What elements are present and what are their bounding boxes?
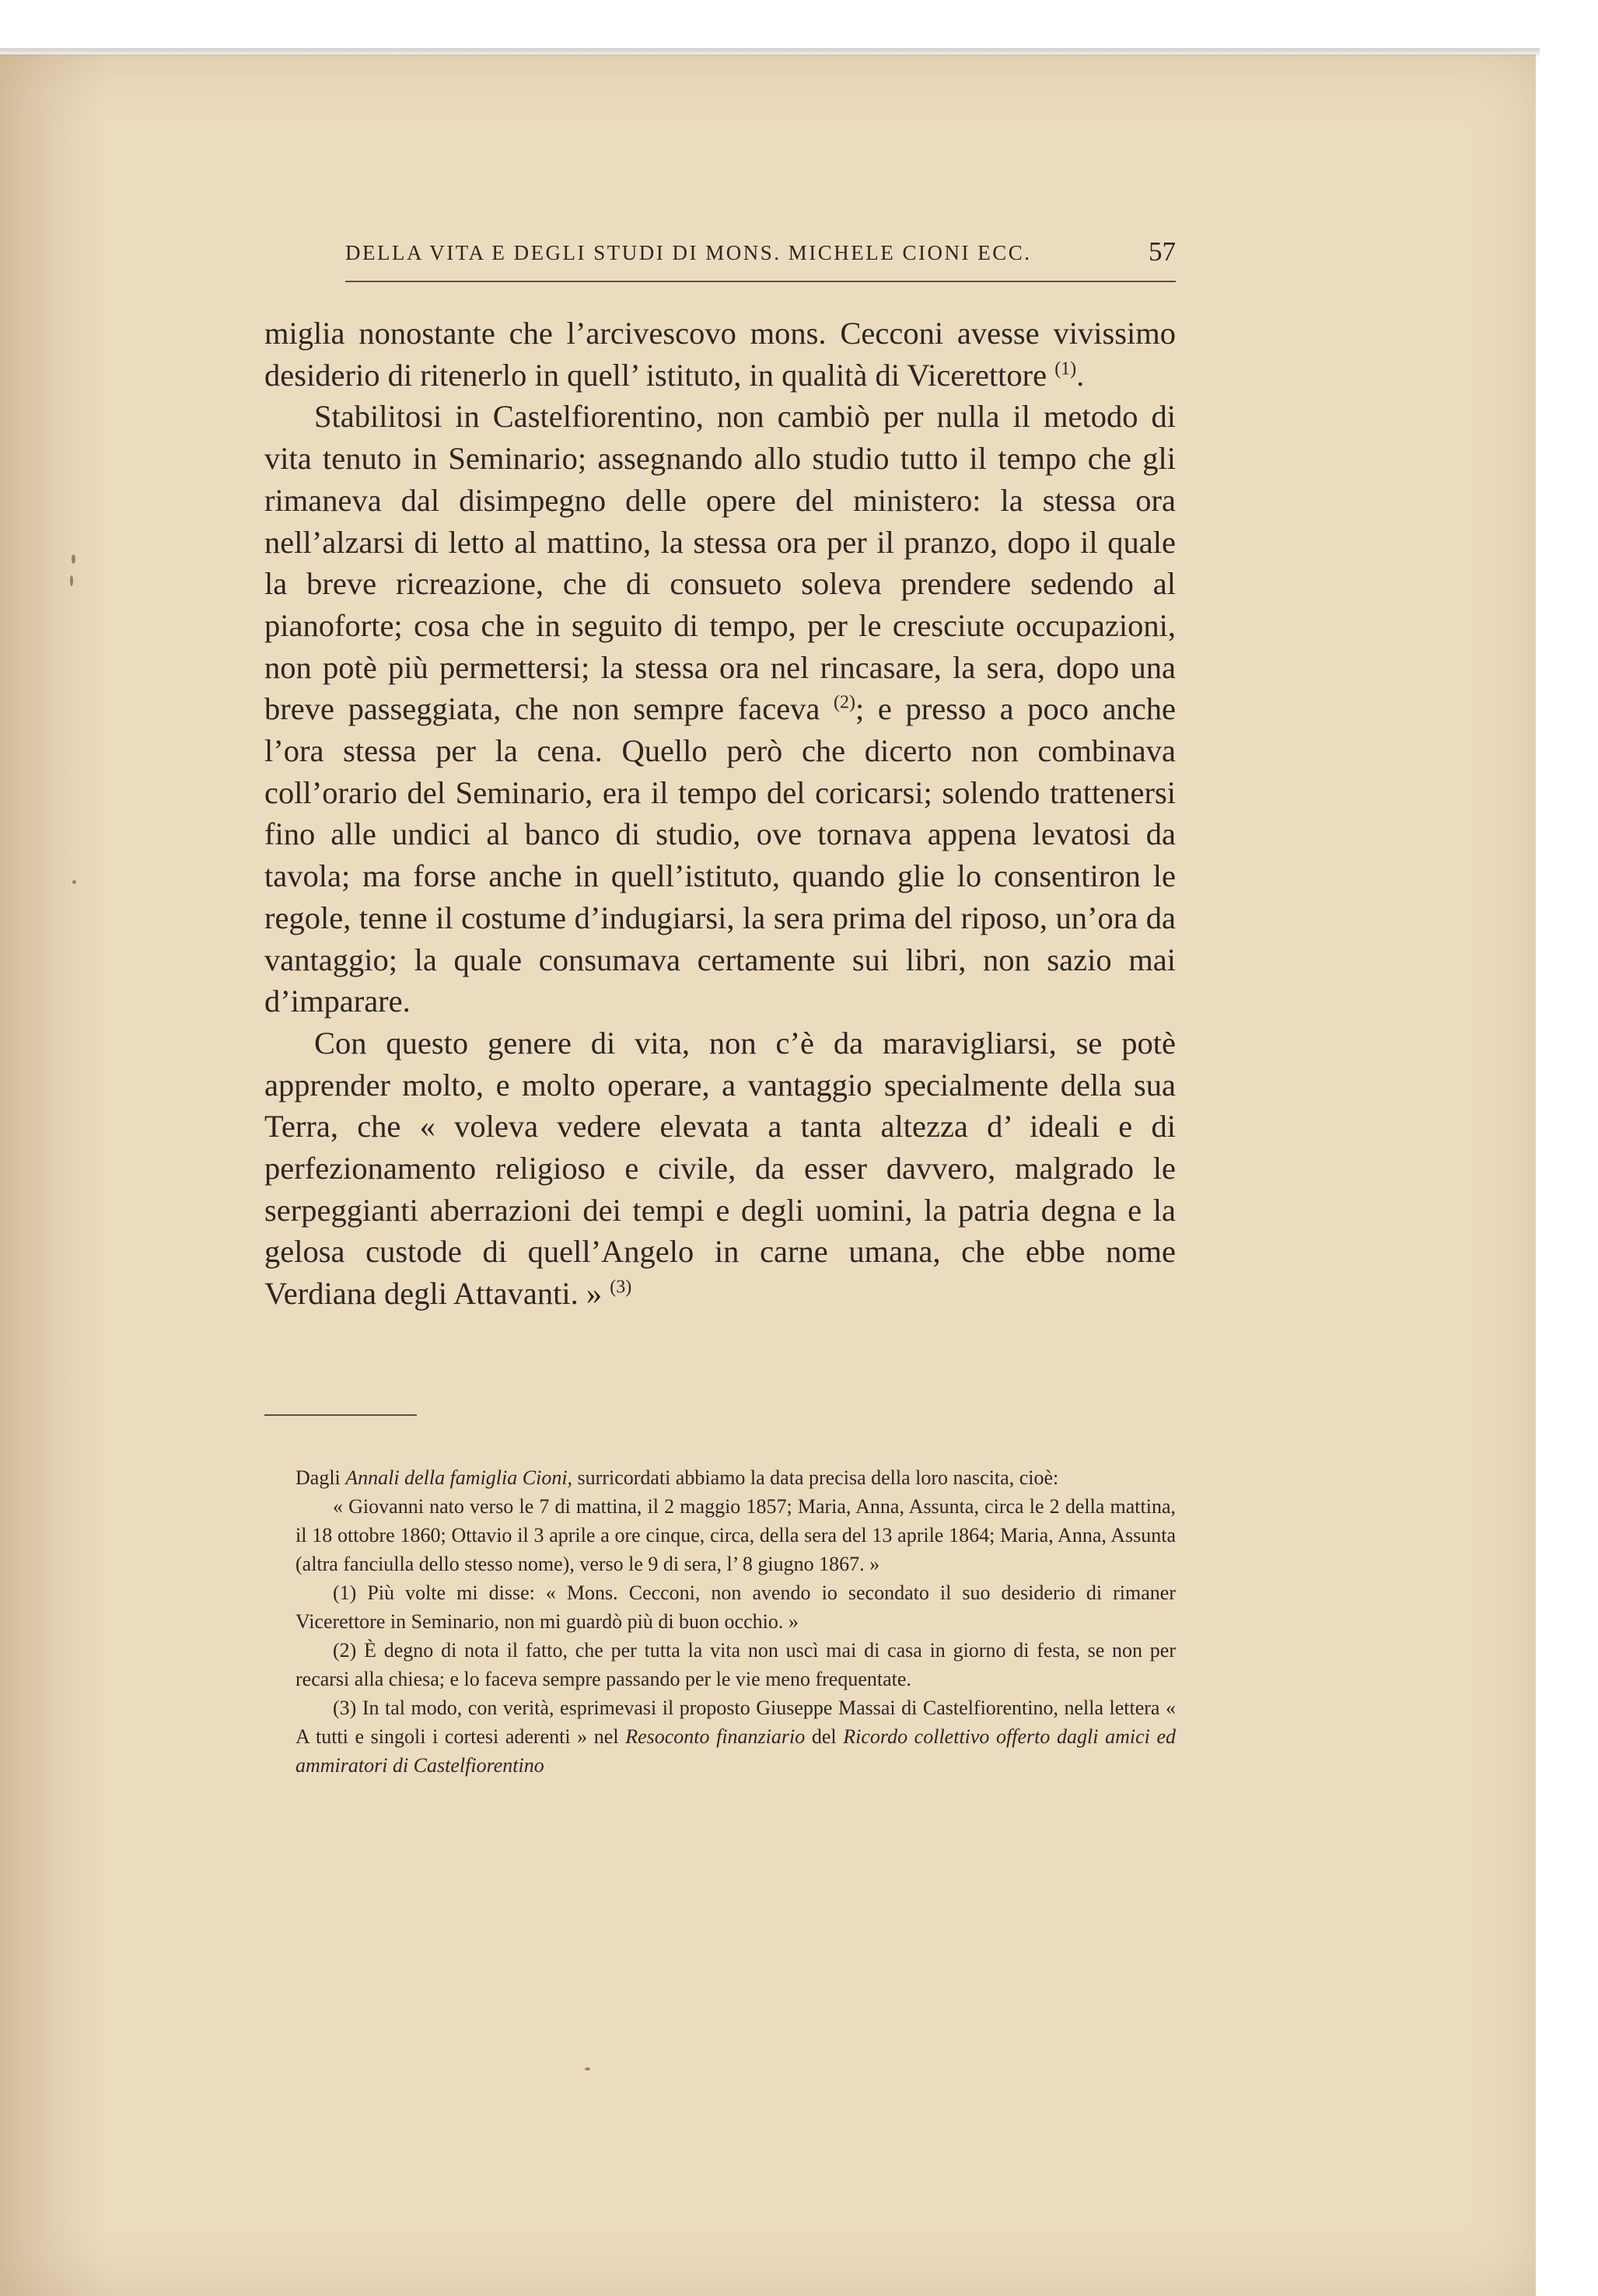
paragraph-1-text: miglia nonostante che l’arcivescovo mons. Cecconi avesse vivissimo desiderio di ritenerlo in quell’ istituto, in qualità di Vicerettore bbox=[264, 316, 1176, 393]
footnote-quote: « Giovanni nato verso le 7 di mattina, il 2 maggio 1857; Maria, Anna, Assunta, circa le 2 della mattina, il 18 ottobre 1860; Ottavio il 3 aprile a ore cinque, circa, della sera del 13 aprile 1864; Maria, Anna, Assunta (altra fanciulla dello stesso nome), verso le 9 di sera, l’ 8 giugno 1867. » bbox=[295, 1495, 1176, 1575]
footnote-intro bbox=[295, 1463, 1176, 1492]
running-header bbox=[345, 238, 1176, 277]
paragraph-3-text: Con questo genere di vita, non c’è da maravigliarsi, se potè apprender molto, e molto operare, a vantaggio specialmente della sua Terra, che « voleva vedere elevata a tanta altezza d’ ideali e di perfezionamento religioso e civile, da esser davvero, malgrado le serpeggianti aberrazioni dei tempi e degli uomini, la patria degna e la gelosa custode di quell’Angelo in carne umana, che ebbe nome Verdiana degli Attavanti. » bbox=[264, 1025, 1176, 1312]
footnotes bbox=[295, 1463, 1176, 1780]
paragraph-2-text-a: Stabilitosi in Castelfiorentino, non cambiò per nulla il metodo di vita tenuto in Seminario; assegnando allo studio tutto il tempo che gli rimaneva dal disimpegno delle opere del ministero: la stessa ora nell’alzarsi di letto al mattino, la stessa ora per il pranzo, dopo il quale la breve ricreazione, che di consueto soleva prendere sedendo al pianoforte; cosa che in seguito di tempo, per le cresciute occupazioni, non potè più permettersi; la stessa ora nel rincasare, la sera, dopo una breve passeggiata, che non sempre faceva bbox=[264, 399, 1176, 727]
footnote-2: (2) È degno di nota il fatto, che per tutta la vita non uscì mai di casa in giorno di festa, se non per recarsi alla chiesa; e lo faceva sempre passando per le vie meno frequentate. bbox=[295, 1639, 1176, 1690]
paper-speck bbox=[585, 2067, 590, 2071]
footnote-ref-3: (3) bbox=[610, 1277, 632, 1298]
footnote-intro-a: Dagli bbox=[295, 1466, 341, 1489]
paragraph-2-text-b: ; e presso a poco anche l’ora stessa per la cena. Quello però che dicerto non combinava coll’orario del Seminario, era il tempo del coricarsi; solendo trattenersi fino alle undici al banco di studio, ove tornava appena levatosi da tavola; ma forse anche in quell’istituto, quando glie lo consentiron le regole, tenne il costume d’indugiarsi, la sera prima del riposo, un’ora da vantaggio; la quale consumava certamente sui libri, non sazio mai d’imparare. bbox=[264, 691, 1176, 1019]
footnote-1: (1) Più volte mi disse: « Mons. Cecconi, non avendo io secondato il suo desiderio di rimaner Vicerettore in Seminario, non mi guardò più di buon occhio. » bbox=[295, 1581, 1176, 1633]
footnote-3 bbox=[295, 1693, 1176, 1780]
page-number: 57 bbox=[1149, 236, 1176, 267]
fold-shadow bbox=[0, 54, 109, 2296]
body-text bbox=[264, 313, 1176, 1315]
header-rule bbox=[345, 281, 1176, 282]
footnotes-rule bbox=[264, 1414, 417, 1416]
paper-speck bbox=[72, 554, 75, 564]
paper-speck bbox=[72, 880, 76, 884]
footnote-intro-italic: Annali della famiglia Cioni, bbox=[345, 1466, 573, 1489]
running-header-title: DELLA VITA E DEGLI STUDI DI MONS. MICHELE CIONI ECC. bbox=[345, 241, 1032, 264]
footnote-3-italic-2: Ricordo collettivo offerto dagli amici ed ammiratori di Castelfiorentino bbox=[295, 1725, 1176, 1777]
paragraph-3 bbox=[264, 1022, 1176, 1315]
paragraph-1-end: . bbox=[1076, 357, 1085, 393]
footnote-ref-2: (2) bbox=[834, 692, 856, 713]
footnote-intro-b: surricordati abbiamo la data precisa della loro nascita, cioè: bbox=[577, 1466, 1059, 1489]
footnote-3-b: del bbox=[811, 1725, 837, 1748]
footnote-3-italic-1: Resoconto finanziario bbox=[625, 1725, 806, 1748]
footnote-ref-1: (1) bbox=[1054, 358, 1077, 379]
paper-top-edge bbox=[0, 48, 1540, 58]
paper-speck bbox=[70, 575, 73, 586]
paragraph-2 bbox=[264, 396, 1176, 1022]
footnote-3-a: (3) In tal modo, con verità, esprimevasi il proposto Giuseppe Massai di Castelfiorentino, nella lettera « A tutti e singoli i cortesi aderenti » nel bbox=[295, 1697, 1176, 1748]
paragraph-1 bbox=[264, 313, 1176, 396]
